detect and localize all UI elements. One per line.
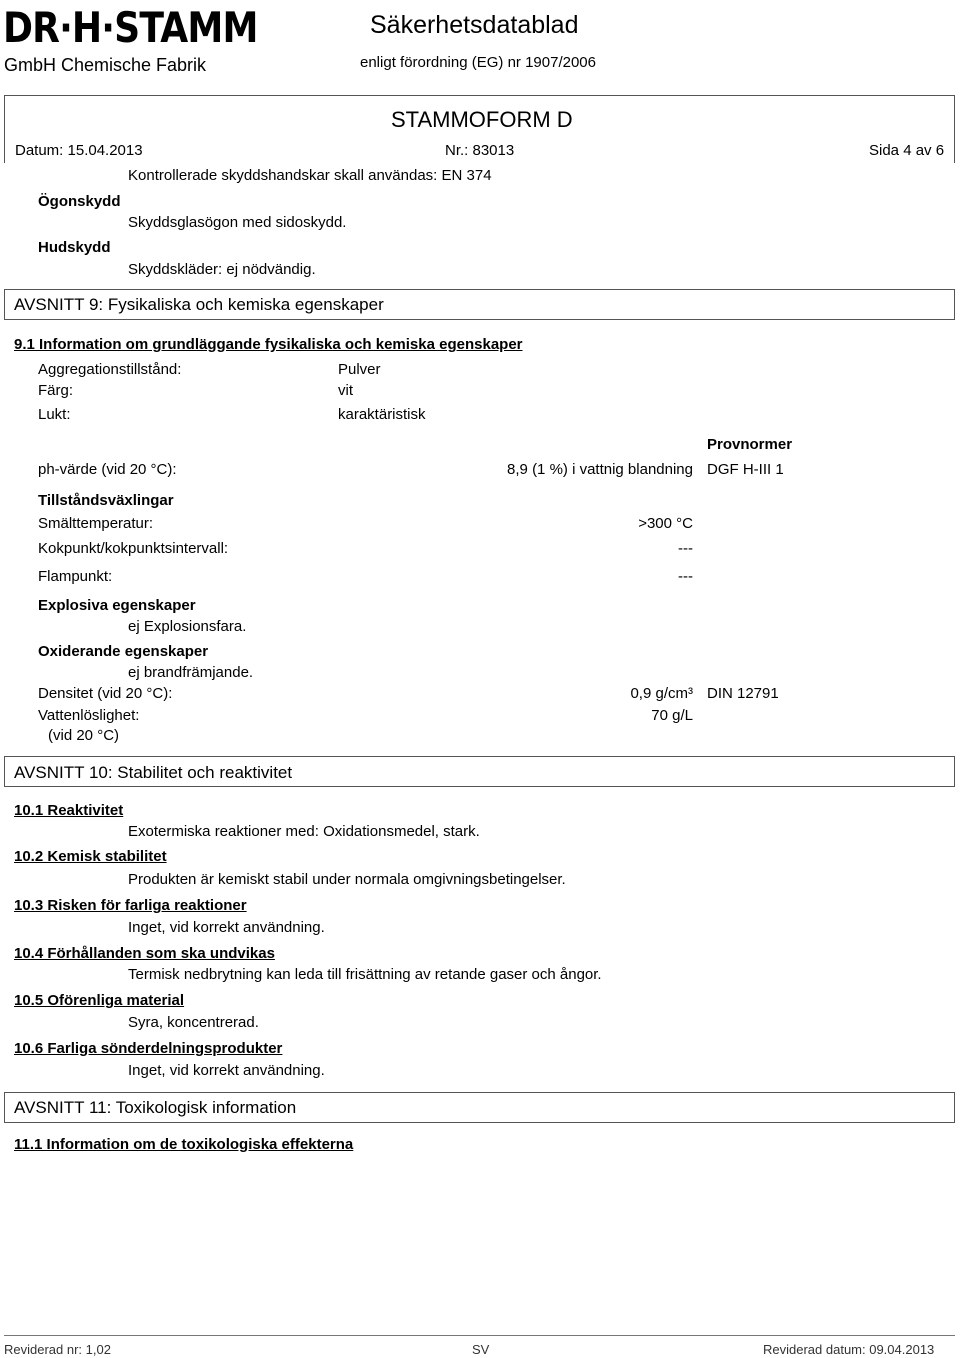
section-10-5-heading: 10.5 Oförenliga material [14, 992, 185, 1009]
color-value: vit [338, 382, 353, 399]
ph-value: 8,9 (1 %) i vattnig blandning [507, 461, 693, 478]
skin-protection-text: Skyddskläder: ej nödvändig. [128, 261, 316, 278]
transitions-heading: Tillståndsväxlingar [38, 492, 174, 509]
document-number: Nr.: 83013 [445, 142, 515, 159]
norms-header: Provnormer [707, 436, 793, 453]
flash-value: --- [678, 568, 693, 585]
skin-protection-label: Hudskydd [38, 239, 111, 256]
footer-revision-date: Reviderad datum: 09.04.2013 [763, 1342, 935, 1357]
boiling-value: --- [678, 540, 693, 557]
section-9-title: AVSNITT 9: Fysikaliska och kemiska egenskaper [14, 295, 384, 314]
flash-label: Flampunkt: [38, 568, 113, 585]
footer-divider [4, 1335, 955, 1336]
boiling-label: Kokpunkt/kokpunktsintervall: [38, 540, 229, 557]
density-value: 0,9 g/cm³ [630, 685, 693, 702]
section-11-1-heading: 11.1 Information om de toxikologiska effekterna [14, 1136, 354, 1153]
company-logo: DR·H·STAMM [3, 3, 258, 52]
document-date: Datum: 15.04.2013 [15, 142, 143, 159]
oxidizing-heading: Oxiderande egenskaper [38, 643, 209, 660]
section-10-2-text: Produkten är kemiskt stabil under normala omgivningsbetingelser. [128, 871, 566, 888]
section-10-3-text: Inget, vid korrekt användning. [128, 919, 325, 936]
footer-language: SV [472, 1342, 490, 1357]
section-10-1-text: Exotermiska reaktioner med: Oxidationsmedel, stark. [128, 823, 480, 840]
state-value: Pulver [338, 361, 381, 378]
density-label: Densitet (vid 20 °C): [38, 685, 173, 702]
section-10-1-heading: 10.1 Reaktivitet [14, 802, 124, 819]
document-regulation: enligt förordning (EG) nr 1907/2006 [360, 54, 596, 71]
footer-revision: Reviderad nr: 1,02 [4, 1342, 111, 1357]
section-10-6-heading: 10.6 Farliga sönderdelningsprodukter [14, 1040, 283, 1057]
solubility-condition: (vid 20 °C) [48, 727, 120, 744]
document-title: Säkerhetsdatablad [370, 11, 579, 39]
explosive-text: ej Explosionsfara. [128, 618, 247, 635]
color-label: Färg: [38, 382, 74, 399]
odor-value: karaktäristisk [338, 406, 426, 423]
solubility-value: 70 g/L [651, 707, 693, 724]
state-label: Aggregationstillstånd: [38, 361, 182, 378]
ph-label: ph-värde (vid 20 °C): [38, 461, 177, 478]
section-10-3-heading: 10.3 Risken för farliga reaktioner [14, 897, 247, 914]
density-norm: DIN 12791 [707, 685, 779, 702]
section-10-2-heading: 10.2 Kemisk stabilitet [14, 848, 167, 865]
section-10-4-heading: 10.4 Förhållanden som ska undvikas [14, 945, 275, 962]
ph-norm: DGF H-III 1 [707, 461, 784, 478]
eye-protection-label: Ögonskydd [38, 193, 121, 210]
explosive-heading: Explosiva egenskaper [38, 597, 196, 614]
section-10-5-text: Syra, koncentrerad. [128, 1014, 259, 1031]
section-10-title: AVSNITT 10: Stabilitet och reaktivitet [14, 763, 293, 782]
company-subtitle: GmbH Chemische Fabrik [4, 55, 207, 75]
section-9-1-heading: 9.1 Information om grundläggande fysikaliska och kemiska egenskaper [14, 336, 523, 353]
section-10-6-text: Inget, vid korrekt användning. [128, 1062, 325, 1079]
page-number: Sida 4 av 6 [869, 142, 945, 159]
section-10-4-text: Termisk nedbrytning kan leda till frisättning av retande gaser och ångor. [128, 966, 602, 983]
oxidizing-text: ej brandfrämjande. [128, 664, 254, 681]
odor-label: Lukt: [38, 406, 71, 423]
melting-label: Smälttemperatur: [38, 515, 154, 532]
eye-protection-text: Skyddsglasögon med sidoskydd. [128, 214, 347, 231]
hand-protection-text: Kontrollerade skyddshandskar skall användas: EN 374 [128, 167, 492, 184]
melting-value: >300 °C [638, 515, 693, 532]
product-name: STAMMOFORM D [391, 107, 573, 132]
solubility-label: Vattenlöslighet: [38, 707, 140, 724]
section-11-title: AVSNITT 11: Toxikologisk information [14, 1098, 297, 1117]
